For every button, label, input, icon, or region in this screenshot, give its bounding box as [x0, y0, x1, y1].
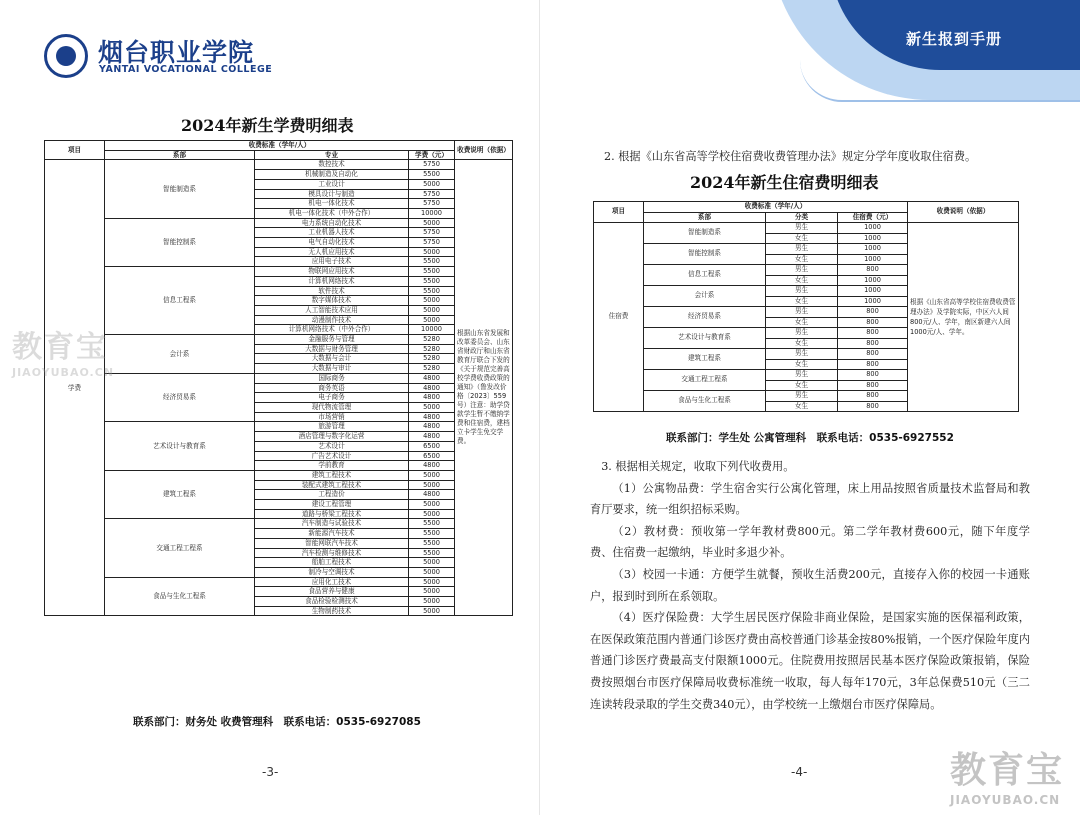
tuition-head-major: 专业: [255, 150, 409, 160]
tuition-major: 大数据与会计: [255, 354, 409, 364]
tuition-table-title: 2024年新生学费明细表: [181, 116, 354, 135]
tuition-major: 机电一体化技术（中外合作）: [255, 208, 409, 218]
dorm-table-title: 2024年新生住宿费明细表: [690, 173, 879, 192]
tuition-row: [45, 577, 513, 587]
tuition-fee: 5500: [409, 529, 455, 539]
tuition-contact: 联系部门：财务处 收费管理科 联系电话：0535-6927085: [133, 716, 421, 728]
tuition-fee: 4800: [409, 393, 455, 403]
other-fee-item: （2）教材费：预收第一学年教材费800元。第二学年教材费600元，随下年度学费、住宿费一起缴纳，毕业时多退少补。: [590, 524, 1030, 560]
watermark-cn: 教育宝: [12, 330, 108, 365]
dorm-gender: 女生: [766, 359, 838, 370]
tuition-fee: 10000: [409, 325, 455, 335]
dorm-fee: 800: [838, 328, 908, 339]
tuition-major: 数控技术: [255, 160, 409, 170]
tuition-major: 物联网应用技术: [255, 267, 409, 277]
tuition-major: 装配式建筑工程技术: [255, 480, 409, 490]
tuition-major: 国际商务: [255, 373, 409, 383]
tuition-major: 艺术设计: [255, 441, 409, 451]
tuition-head-note: 收费说明（依据）: [455, 141, 513, 160]
tuition-fee: 4800: [409, 490, 455, 500]
dorm-fee: 800: [838, 265, 908, 276]
tuition-major: 应用化工技术: [255, 577, 409, 587]
watermark-left: [12, 322, 114, 379]
tuition-fee: 5500: [409, 257, 455, 267]
other-fees-intro: 3. 根据相关规定，收取下列代收费用。: [601, 460, 795, 473]
tuition-fee: 5000: [409, 500, 455, 510]
watermark-en: JIAOYUBAO.CN: [12, 366, 115, 379]
page-number-left: -3-: [262, 765, 279, 779]
other-fee-item: （1）公寓物品费：学生宿舍实行公寓化管理，床上用品按照省质量技术监督局和教育厅要求，统一组织招标采购。: [590, 481, 1030, 517]
dorm-dept: 信息工程系: [644, 265, 766, 286]
dorm-fee: 1000: [838, 244, 908, 255]
tuition-note: 根据山东省发展和改革委员会、山东省财政厅和山东省教育厅联合下发的《关于规范完善高校学费收费政策的通知》（鲁发改价格〔2023〕559号）注意：助学贷款学生暂不缴纳学费和住宿费，建档立卡学生免交学费。: [455, 160, 513, 616]
tuition-fee: 5500: [409, 548, 455, 558]
dorm-dept: 交通工程工程系: [644, 370, 766, 391]
tuition-head-fee: 学费（元）: [409, 150, 455, 160]
dorm-gender: 女生: [766, 338, 838, 349]
dorm-fee: 1000: [838, 286, 908, 297]
tuition-fee: 5000: [409, 218, 455, 228]
tuition-major: 软件技术: [255, 286, 409, 296]
tuition-dept: 信息工程系: [105, 267, 255, 335]
page-number-right: -4-: [791, 765, 808, 779]
tuition-fee: 5280: [409, 354, 455, 364]
tuition-major: 电子商务: [255, 393, 409, 403]
dorm-gender: 女生: [766, 380, 838, 391]
tuition-major: 人工智能技术应用: [255, 305, 409, 315]
dorm-head-standard: 收费标准（学年/人）: [644, 202, 908, 213]
tuition-dept: 食品与生化工程系: [105, 577, 255, 616]
tuition-row: [45, 373, 513, 383]
header-curve: [800, 60, 1080, 102]
dorm-gender: 男生: [766, 307, 838, 318]
tuition-fee: 5000: [409, 305, 455, 315]
tuition-fee: 5000: [409, 587, 455, 597]
tuition-fee: 5000: [409, 247, 455, 257]
dorm-dept: 建筑工程系: [644, 349, 766, 370]
dorm-note: 根据《山东省高等学校住宿费收费管理办法》及学院实际，中区六人间800元/人、学年，南区新建六人间1000元/人、学年。: [908, 223, 1019, 412]
tuition-major: 建筑工程技术: [255, 470, 409, 480]
tuition-head-dept: 系部: [105, 150, 255, 160]
tuition-fee: 5000: [409, 567, 455, 577]
tuition-major: 计算机网络技术（中外合作）: [255, 325, 409, 335]
dorm-fee: 800: [838, 380, 908, 391]
tuition-table: [44, 140, 513, 616]
tuition-major: 工程造价: [255, 490, 409, 500]
dorm-dept: 经济贸易系: [644, 307, 766, 328]
college-logo-icon: [44, 34, 88, 78]
dorm-intro: 2. 根据《山东省高等学校住宿费收费管理办法》规定分学年度收取住宿费。: [604, 150, 977, 163]
tuition-fee: 6500: [409, 441, 455, 451]
dorm-dept: 智能制造系: [644, 223, 766, 244]
tuition-fee: 5750: [409, 189, 455, 199]
dorm-table: [593, 201, 1019, 412]
tuition-major: 制冷与空调技术: [255, 567, 409, 577]
dorm-contact: 联系部门：学生处 公寓管理科 联系电话：0535-6927552: [666, 432, 954, 444]
tuition-major: 电力系统自动化技术: [255, 218, 409, 228]
other-fee-item: （3）校园一卡通：方便学生就餐，预收生活费200元，直接存入你的校园一卡通账户，报到时到所在系领取。: [590, 567, 1030, 603]
tuition-major: 无人机应用技术: [255, 247, 409, 257]
dorm-dept: 智能控制系: [644, 244, 766, 265]
tuition-fee: 5000: [409, 179, 455, 189]
tuition-fee: 5280: [409, 335, 455, 345]
tuition-fee: 5000: [409, 480, 455, 490]
tuition-fee: 5500: [409, 276, 455, 286]
tuition-major: 船舶工程技术: [255, 558, 409, 568]
dorm-dept: 艺术设计与教育系: [644, 328, 766, 349]
tuition-row: [45, 470, 513, 480]
tuition-fee: 5500: [409, 286, 455, 296]
tuition-fee: 4800: [409, 373, 455, 383]
dorm-head-note: 收费说明（依据）: [908, 202, 1019, 223]
tuition-row: [45, 267, 513, 277]
tuition-fee: 5280: [409, 364, 455, 374]
tuition-major: 建设工程管理: [255, 500, 409, 510]
tuition-major: 汽车检测与维修技术: [255, 548, 409, 558]
tuition-row: [45, 335, 513, 345]
dorm-gender: 女生: [766, 296, 838, 307]
dorm-gender: 女生: [766, 233, 838, 244]
tuition-fee: 5000: [409, 296, 455, 306]
dorm-fee: 1000: [838, 233, 908, 244]
tuition-fee: 6500: [409, 451, 455, 461]
tuition-fee: 5000: [409, 558, 455, 568]
dorm-fee: 1000: [838, 275, 908, 286]
tuition-major: 工业机器人技术: [255, 228, 409, 238]
dorm-head-fee: 住宿费（元）: [838, 212, 908, 223]
tuition-fee: 4800: [409, 422, 455, 432]
tuition-major: 现代物流管理: [255, 402, 409, 412]
dorm-gender: 男生: [766, 244, 838, 255]
tuition-fee: 5000: [409, 470, 455, 480]
tuition-major: 智能网联汽车技术: [255, 538, 409, 548]
dorm-head-category: 分类: [766, 212, 838, 223]
tuition-row: [45, 519, 513, 529]
tuition-row: [45, 218, 513, 228]
tuition-major: 大数据与审计: [255, 364, 409, 374]
tuition-major: 工业设计: [255, 179, 409, 189]
college-name-en: YANTAI VOCATIONAL COLLEGE: [99, 64, 273, 75]
tuition-row: [45, 422, 513, 432]
tuition-major: 旅游管理: [255, 422, 409, 432]
tuition-major: 食品营养与健康: [255, 587, 409, 597]
tuition-major: 新能源汽车技术: [255, 529, 409, 539]
tuition-major: 应用电子技术: [255, 257, 409, 267]
tuition-fee: 4800: [409, 412, 455, 422]
dorm-fee: 800: [838, 338, 908, 349]
dorm-fee: 800: [838, 359, 908, 370]
tuition-dept: 智能控制系: [105, 218, 255, 267]
tuition-major: 动漫制作技术: [255, 315, 409, 325]
dorm-fee: 800: [838, 370, 908, 381]
dorm-gender: 男生: [766, 391, 838, 402]
tuition-major: 生物制药技术: [255, 606, 409, 616]
dorm-row: [594, 223, 1019, 234]
tuition-major: 酒店管理与数字化运营: [255, 432, 409, 442]
tuition-project: 学费: [45, 160, 105, 616]
tuition-fee: 5750: [409, 160, 455, 170]
tuition-fee: 5280: [409, 344, 455, 354]
tuition-major: 计算机网络技术: [255, 276, 409, 286]
tuition-major: 市场营销: [255, 412, 409, 422]
dorm-fee: 800: [838, 307, 908, 318]
dorm-gender: 男生: [766, 349, 838, 360]
handbook-title: 新生报到手册: [906, 30, 1003, 48]
tuition-fee: 5000: [409, 509, 455, 519]
other-fees-section: [590, 456, 1030, 715]
tuition-fee: 5750: [409, 228, 455, 238]
tuition-major: 广告艺术设计: [255, 451, 409, 461]
tuition-fee: 5000: [409, 606, 455, 616]
tuition-fee: 10000: [409, 208, 455, 218]
dorm-head-project: 项目: [594, 202, 644, 223]
dorm-dept: 食品与生化工程系: [644, 391, 766, 412]
tuition-major: 数字媒体技术: [255, 296, 409, 306]
tuition-major: 食品检验检测技术: [255, 597, 409, 607]
tuition-dept: 艺术设计与教育系: [105, 422, 255, 471]
other-fee-item: （4）医疗保险费：大学生居民医疗保险非商业保险，是国家实施的医保福利政策，在医保政策范围内普通门诊医疗费由高校普通门诊基金按80%报销，一个医疗保险年度内普通门诊医疗费最高支付限额1000元。住院费用按照居民基本医疗保险政策报销，保险费按照烟台市医疗保障局收费标准统一收取，每人每年170元，3年总保费510元（三二连读转段录取的学生交费340元），由学校统一上缴烟台市医疗保障局。: [590, 611, 1030, 711]
tuition-head-standard: 收费标准（学年/人）: [105, 141, 455, 151]
watermark-en: JIAOYUBAO.CN: [950, 793, 1061, 807]
dorm-gender: 男生: [766, 265, 838, 276]
tuition-major: 大数据与财务管理: [255, 344, 409, 354]
tuition-dept: 建筑工程系: [105, 470, 255, 519]
dorm-fee: 800: [838, 391, 908, 402]
tuition-head-project: 项目: [45, 141, 105, 160]
tuition-fee: 5750: [409, 238, 455, 248]
tuition-major: 机械制造及自动化: [255, 170, 409, 180]
dorm-gender: 男生: [766, 286, 838, 297]
dorm-fee: 800: [838, 317, 908, 328]
dorm-gender: 女生: [766, 317, 838, 328]
dorm-gender: 男生: [766, 223, 838, 234]
tuition-fee: 5500: [409, 519, 455, 529]
tuition-fee: 5500: [409, 267, 455, 277]
dorm-head-dept: 系部: [644, 212, 766, 223]
tuition-fee: 5000: [409, 402, 455, 412]
tuition-major: 学前教育: [255, 461, 409, 471]
dorm-fee: 800: [838, 349, 908, 360]
tuition-major: 模具设计与制造: [255, 189, 409, 199]
tuition-major: 机电一体化技术: [255, 199, 409, 209]
tuition-fee: 5000: [409, 315, 455, 325]
tuition-fee: 5000: [409, 597, 455, 607]
college-name-cn: 烟台职业学院: [98, 38, 255, 67]
dorm-gender: 男生: [766, 370, 838, 381]
dorm-fee: 1000: [838, 254, 908, 265]
tuition-major: 商务英语: [255, 383, 409, 393]
dorm-fee: 1000: [838, 296, 908, 307]
tuition-major: 汽车制造与试验技术: [255, 519, 409, 529]
tuition-major: 道路与桥梁工程技术: [255, 509, 409, 519]
watermark-right: [950, 742, 1064, 807]
tuition-major: 金融服务与管理: [255, 335, 409, 345]
tuition-row: [45, 160, 513, 170]
tuition-dept: 会计系: [105, 335, 255, 374]
tuition-fee: 5500: [409, 170, 455, 180]
tuition-fee: 4800: [409, 383, 455, 393]
tuition-fee: 5750: [409, 199, 455, 209]
dorm-gender: 女生: [766, 401, 838, 412]
tuition-major: 电气自动化技术: [255, 238, 409, 248]
tuition-fee: 4800: [409, 461, 455, 471]
dorm-fee: 800: [838, 401, 908, 412]
tuition-dept: 智能制造系: [105, 160, 255, 218]
dorm-gender: 男生: [766, 328, 838, 339]
dorm-gender: 女生: [766, 254, 838, 265]
tuition-fee: 4800: [409, 432, 455, 442]
tuition-dept: 经济贸易系: [105, 373, 255, 422]
tuition-fee: 5000: [409, 577, 455, 587]
watermark-cn: 教育宝: [950, 750, 1065, 791]
dorm-gender: 女生: [766, 275, 838, 286]
dorm-project: 住宿费: [594, 223, 644, 412]
dorm-dept: 会计系: [644, 286, 766, 307]
tuition-dept: 交通工程工程系: [105, 519, 255, 577]
tuition-fee: 5500: [409, 538, 455, 548]
dorm-fee: 1000: [838, 223, 908, 234]
